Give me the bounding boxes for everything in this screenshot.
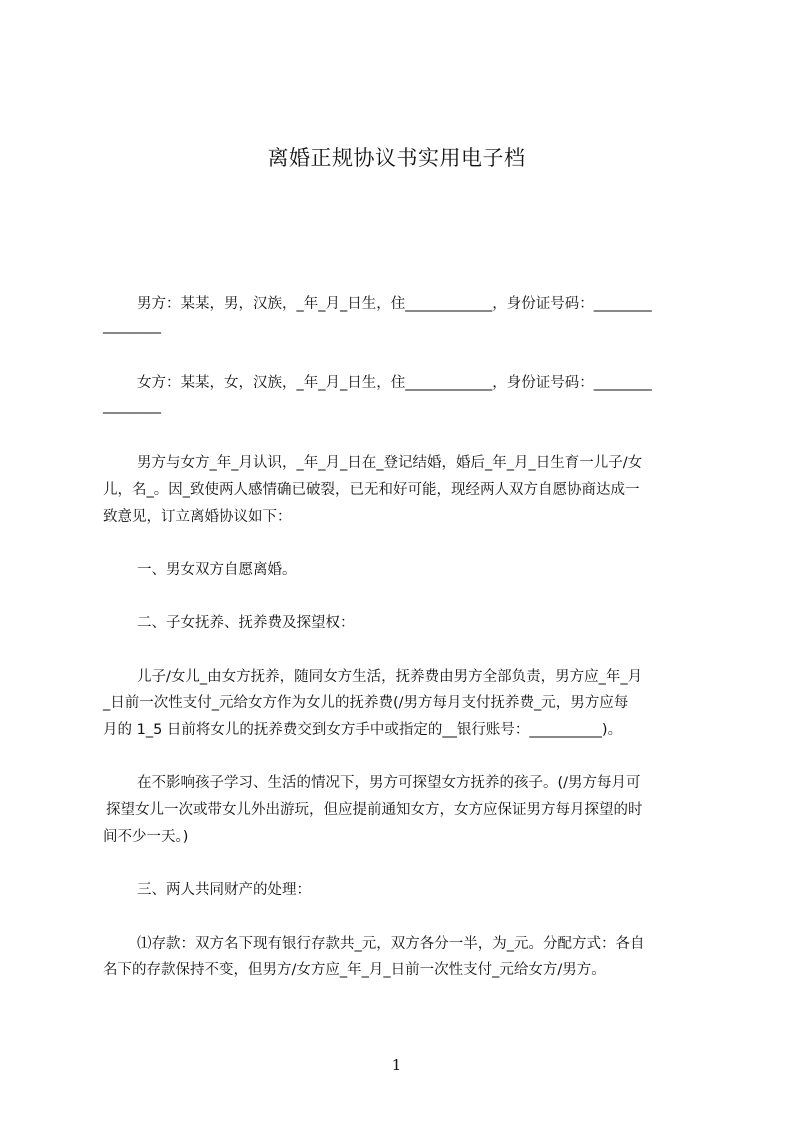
document-title: 离婚正规协议书实用电子档	[267, 146, 526, 170]
paragraph-deposits-line2: 名下的存款保持不变，但男方/女方应_年_月_日前一次性支付_元给女方/男方。	[103, 962, 606, 978]
paragraph-visitation-line2: 探望女儿一次或带女儿外出游玩，但应提前通知女方，女方应保证男方每月探望的时	[106, 802, 643, 818]
paragraph-male-party-line1: 男方：某某，男，汉族，_年_月_日生，住____________，身份证号码：________	[137, 296, 652, 312]
paragraph-custody-line1: 儿子/女儿_由女方抚养，随同女方生活，抚养费由男方全部负责，男方应_年_月	[137, 669, 643, 685]
paragraph-visitation-line3: 间不少一天。)	[103, 829, 189, 845]
section-heading-1: 一、男女双方自愿离婚。	[137, 562, 297, 578]
paragraph-intro-line3: 致意见，订立离婚协议如下：	[103, 509, 292, 525]
paragraph-female-party-line2: ________	[103, 398, 161, 414]
paragraph-custody-line3: 月的 1_5 日前将女儿的抚养费交到女方手中或指定的__银行账号：__________)。	[103, 722, 623, 738]
section-heading-3: 三、两人共同财产的处理：	[137, 882, 311, 898]
paragraph-intro-line2: 儿，名_。因_致使两人感情确已破裂，已无和好可能，现经两人双方自愿协商达成一	[103, 482, 640, 498]
paragraph-female-party-line1: 女方：某某，女，汉族，_年_月_日生，住____________，身份证号码：________	[137, 375, 652, 391]
page-number: 1	[391, 1056, 402, 1074]
paragraph-visitation-line1: 在不影响孩子学习、生活的情况下，男方可探望女方抚养的孩子。(/男方每月可	[137, 775, 641, 791]
paragraph-intro-line1: 男方与女方_年_月认识，_年_月_日在_登记结婚，婚后_年_月_日生育一儿子/女	[137, 455, 643, 471]
paragraph-male-party-line2: ________	[103, 318, 161, 334]
paragraph-custody-line2: _日前一次性支付_元给女方作为女儿的抚养费(/男方每月支付抚养费_元，男方应每	[103, 695, 629, 711]
paragraph-deposits-line1: ⑴存款：双方名下现有银行存款共_元，双方各分一半，为_元。分配方式：各自	[137, 936, 645, 952]
section-heading-2: 二、子女抚养、抚养费及探望权：	[137, 615, 355, 631]
